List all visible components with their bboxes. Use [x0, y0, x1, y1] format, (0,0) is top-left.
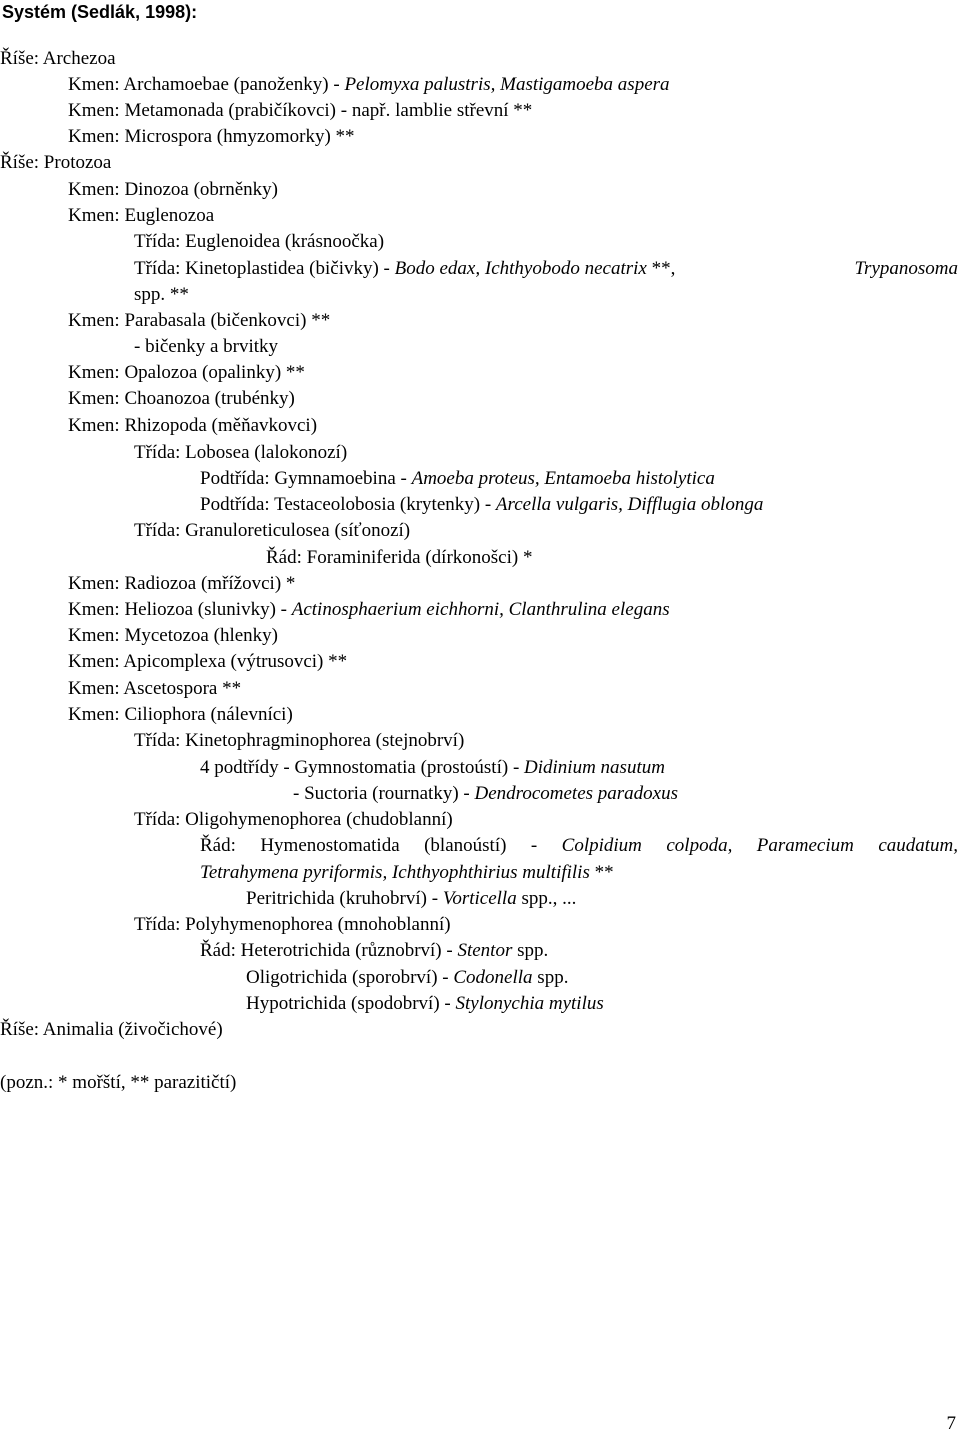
line-text: Třída: Polyhymenophorea (mnohoblanní)	[134, 914, 451, 935]
line-text: Říše: Protozoa	[0, 152, 112, 173]
line-text: Třída: Kinetoplastidea (bičivky) -	[134, 258, 395, 279]
line-text: Říše: Animalia (živočichové)	[0, 1019, 223, 1040]
line-text: Oligotrichida (sporobrví) -	[246, 967, 454, 988]
taxonomy-line	[68, 572, 295, 596]
line-segment-end	[855, 257, 958, 281]
line-text: Kmen: Dinozoa (obrněnky)	[68, 179, 278, 200]
taxonomy-line	[246, 992, 604, 1016]
taxonomy-line	[134, 441, 347, 465]
species-name: Dendrocometes paradoxus	[474, 783, 679, 804]
line-text: **,	[646, 258, 676, 279]
line-text: Kmen: Metamonada (prabičíkovci) - např. lamblie střevní **	[68, 100, 533, 121]
taxonomy-line	[68, 125, 355, 149]
page-number: 7	[946, 1413, 956, 1434]
line-text: Třída: Kinetophragminophorea (stejnobrví)	[134, 730, 465, 751]
line-text: Kmen: Choanozoa (trubénky)	[68, 388, 295, 409]
line-text: **	[589, 862, 614, 883]
line-text: Řád: Heterotrichida (různobrví) -	[200, 940, 458, 961]
line-text: Kmen: Microspora (hmyzomorky) **	[68, 126, 355, 147]
line-text: Kmen: Ciliophora (nálevníci)	[68, 704, 293, 725]
taxonomy-line	[134, 808, 453, 832]
taxonomy-line	[68, 178, 278, 202]
line-text: Říše: Archezoa	[0, 48, 116, 69]
taxonomy-line	[293, 782, 678, 806]
taxonomy-line	[134, 335, 278, 359]
species-name: Bodo edax, Ichthyobodo necatrix	[394, 258, 647, 279]
line-text: spp. **	[134, 284, 189, 305]
taxonomy-line	[134, 230, 384, 254]
taxonomy-line	[68, 309, 330, 333]
line-text: Kmen: Archamoebae (panoženky) -	[68, 74, 345, 95]
taxonomy-line	[68, 361, 305, 385]
taxonomy-line	[200, 861, 614, 885]
species-name: Actinosphaerium eichhorni, Clanthrulina elegans	[291, 599, 670, 620]
line-text: Kmen: Parabasala (bičenkovci) **	[68, 310, 331, 331]
taxonomy-line	[68, 204, 214, 228]
line-text: spp., ...	[516, 888, 577, 909]
page-heading: Systém (Sedlák, 1998):	[2, 2, 198, 22]
line-text: Kmen: Rhizopoda (měňavkovci)	[68, 415, 318, 436]
line-text: Kmen: Opalozoa (opalinky) **	[68, 362, 305, 383]
species-name: Tetrahymena pyriformis, Ichthyophthirius multifilis	[200, 862, 590, 883]
species-name: Amoeba proteus, Entamoeba histolytica	[411, 468, 715, 489]
species-name: Vorticella	[442, 888, 517, 909]
line-text: Peritrichida (kruhobrví) -	[246, 888, 443, 909]
line-text: Kmen: Euglenozoa	[68, 205, 215, 226]
line-text: spp.	[512, 940, 549, 961]
species-name: Codonella	[453, 967, 533, 988]
taxonomy-line	[200, 939, 548, 963]
line-text: Hypotrichida (spodobrví) -	[246, 993, 456, 1014]
taxonomy-line	[68, 73, 670, 97]
taxonomy-line	[134, 283, 189, 307]
taxonomy-line	[0, 47, 116, 71]
taxonomy-line	[68, 624, 278, 648]
taxonomy-line	[134, 729, 464, 753]
species-name: Stylonychia mytilus	[455, 993, 604, 1014]
line-text: 4 podtřídy - Gymnostomatia (prostoústí) -	[200, 757, 525, 778]
taxonomy-line	[0, 1071, 236, 1095]
taxonomy-line	[134, 519, 410, 543]
line-text: Řád: Foraminiferida (dírkonošci) *	[266, 547, 533, 568]
line-text: Třída: Lobosea (lalokonozí)	[134, 442, 348, 463]
taxonomy-line	[200, 493, 763, 517]
taxonomy-line	[68, 598, 670, 622]
line-text: Podtřída: Gymnamoebina -	[200, 468, 412, 489]
taxonomy-line	[266, 546, 532, 570]
taxonomy-line	[200, 467, 715, 491]
taxonomy-line	[0, 151, 111, 175]
species-name: Colpidium colpoda, Paramecium caudatum,	[561, 835, 959, 856]
line-text: (pozn.: * mořští, ** parazitičtí)	[0, 1072, 237, 1093]
line-text: Kmen: Mycetozoa (hlenky)	[68, 625, 278, 646]
taxonomy-line	[0, 1018, 223, 1042]
line-text: Třída: Euglenoidea (krásnoočka)	[134, 231, 385, 252]
line-text: Podtřída: Testaceolobosia (krytenky) -	[200, 494, 496, 515]
taxonomy-line	[68, 387, 295, 411]
species-name: Didinium nasutum	[524, 757, 665, 778]
line-text: Třída: Oligohymenophorea (chudoblanní)	[134, 809, 453, 830]
line-text: Kmen: Apicomplexa (výtrusovci) **	[68, 651, 348, 672]
line-text: - bičenky a brvitky	[134, 336, 279, 357]
taxonomy-line	[134, 257, 958, 281]
line-text: Kmen: Ascetospora **	[68, 678, 242, 699]
taxonomy-line	[68, 99, 532, 123]
taxonomy-line	[68, 677, 241, 701]
taxonomy-line	[200, 756, 665, 780]
taxonomy-line	[68, 650, 347, 674]
line-text: Řád: Hymenostomatida (blanoústí) -	[200, 835, 562, 856]
species-name: Stentor	[457, 940, 513, 961]
line-segment	[134, 257, 675, 281]
species-name: Trypanosoma	[854, 258, 958, 279]
taxonomy-line	[200, 834, 958, 858]
line-text: - Suctoria (rournatky) -	[293, 783, 475, 804]
line-text: Kmen: Heliozoa (slunivky) -	[68, 599, 292, 620]
taxonomy-line	[68, 703, 293, 727]
line-text: spp.	[532, 967, 569, 988]
species-name: Pelomyxa palustris, Mastigamoeba aspera	[344, 74, 670, 95]
taxonomy-line	[246, 887, 576, 911]
taxonomy-line	[134, 913, 451, 937]
line-text: Kmen: Radiozoa (mřížovci) *	[68, 573, 296, 594]
line-segment	[200, 834, 958, 858]
taxonomy-line	[68, 414, 317, 438]
taxonomy-line	[246, 966, 568, 990]
line-text: Třída: Granuloreticulosea (síťonozí)	[134, 520, 411, 541]
species-name: Arcella vulgaris, Difflugia oblonga	[495, 494, 764, 515]
